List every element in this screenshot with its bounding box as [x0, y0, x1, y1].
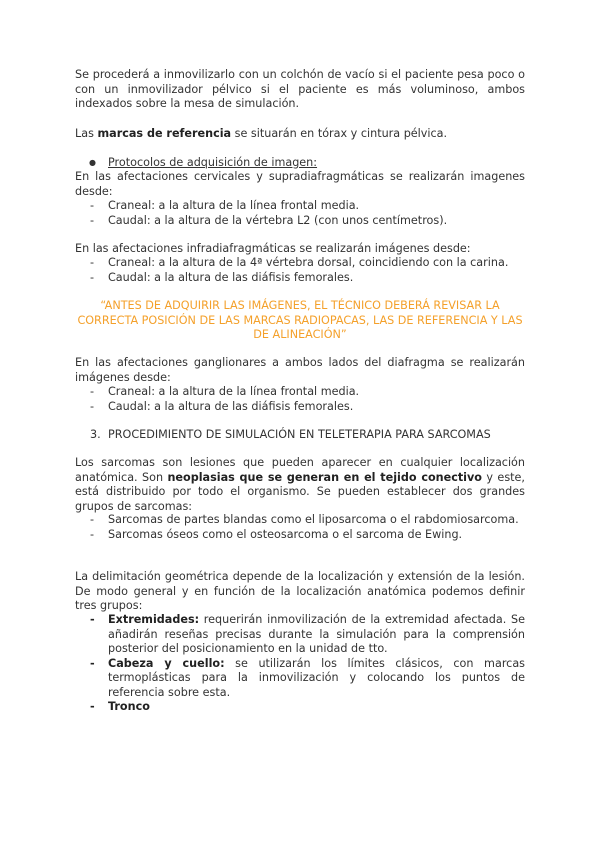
list-supradiaphragmatic: [75, 199, 525, 228]
text-segment: se situarán en tórax y cintura pélvica.: [231, 127, 448, 140]
paragraph-reference-marks: [75, 127, 525, 142]
list-item: - Cabeza y cuello: se utilizarán los límites clásicos, con marcas termoplásticas para la inmovilización y colocando los puntos de referencia sobre esta.: [90, 656, 526, 699]
paragraph-supradiaphragmatic: En las afectaciones cervicales y supradiafragmáticas se realizarán imagenes desde:: [75, 170, 525, 198]
list-infradiaphragmatic: [75, 256, 525, 285]
paragraph-immobilization: Se procederá a inmovilizarlo con un colchón de vacío si el paciente pesa poco o con un inmovilizador pélvico si el paciente es más voluminoso, ambos indexados sobre la mesa de simulación.: [75, 68, 525, 110]
list-sarcoma-types: [75, 513, 525, 542]
bold-term: neoplasias que se generan en el tejido conectivo: [167, 470, 482, 484]
text-segment: Los sarcomas son lesiones que pueden aparecer en cualquier localización anatómica. Son: [75, 456, 525, 484]
list-item: - Extremidades: requerirán inmovilización de la extremidad afectada. Se añadirán reseñas precisas durante la simulación para la comprensión posterior del posicionamiento en la unidad de tto.: [90, 613, 525, 655]
list-ganglionar: [75, 385, 525, 414]
bullet-heading: [75, 156, 525, 171]
list-groups: [75, 613, 525, 715]
paragraph-sarcomas: [75, 456, 525, 514]
list-item: - Craneal: a la altura de la 4ª vértebra dorsal, coincidiendo con la carina.: [90, 256, 509, 269]
list-item: - Tronco: [90, 700, 150, 713]
text-segment: Las: [75, 127, 98, 140]
warning-callout: “ANTES DE ADQUIRIR LAS IMÁGENES, EL TÉCNICO DEBERÁ REVISAR LA CORRECTA POSICIÓN DE LAS MARCAS RADIOPACAS, LAS DE REFERENCIA Y LAS DE ALINEACIÓN”: [77, 299, 523, 341]
list-item: - Caudal: a la altura de las diáfisis femorales.: [90, 270, 354, 284]
list-item: - Craneal: a la altura de la línea frontal media.: [90, 385, 360, 398]
list-item: - Sarcomas óseos como el osteosarcoma o el sarcoma de Ewing.: [90, 527, 463, 541]
bullet-icon: ●: [89, 158, 96, 167]
paragraph-ganglionar: En las afectaciones ganglionares a ambos lados del diafragma se realizarán imágenes desde:: [75, 356, 525, 384]
bullet-heading-label: Protocolos de adquisición de imagen:: [108, 156, 318, 169]
section-heading: [75, 428, 525, 443]
section-title: PROCEDIMIENTO DE SIMULACIÓN EN TELETERAPIA PARA SARCOMAS: [108, 428, 491, 441]
text-segment: y este, está distribuido por todo el organismo. Se pueden establecer dos grandes grupos de sarcomas:: [75, 470, 525, 513]
list-item: - Craneal: a la altura de la línea frontal media.: [90, 199, 360, 212]
list-item: - Caudal: a la altura de las diáfisis femorales.: [90, 399, 354, 413]
section-number: 3.: [90, 428, 101, 441]
paragraph-infradiaphragmatic: En las afectaciones infradiafragmáticas se realizarán imágenes desde:: [75, 242, 471, 255]
paragraph-delimitation: La delimitación geométrica depende de la localización y extensión de la lesión. De modo general y en función de la localización anatómica podemos definir tres grupos:: [75, 570, 525, 612]
bold-term: marcas de referencia: [97, 127, 232, 140]
list-item: - Caudal: a la altura de la vértebra L2 (con unos centímetros).: [90, 213, 448, 227]
list-item: - Sarcomas de partes blandas como el liposarcoma o el rabdomiosarcoma.: [90, 513, 519, 526]
